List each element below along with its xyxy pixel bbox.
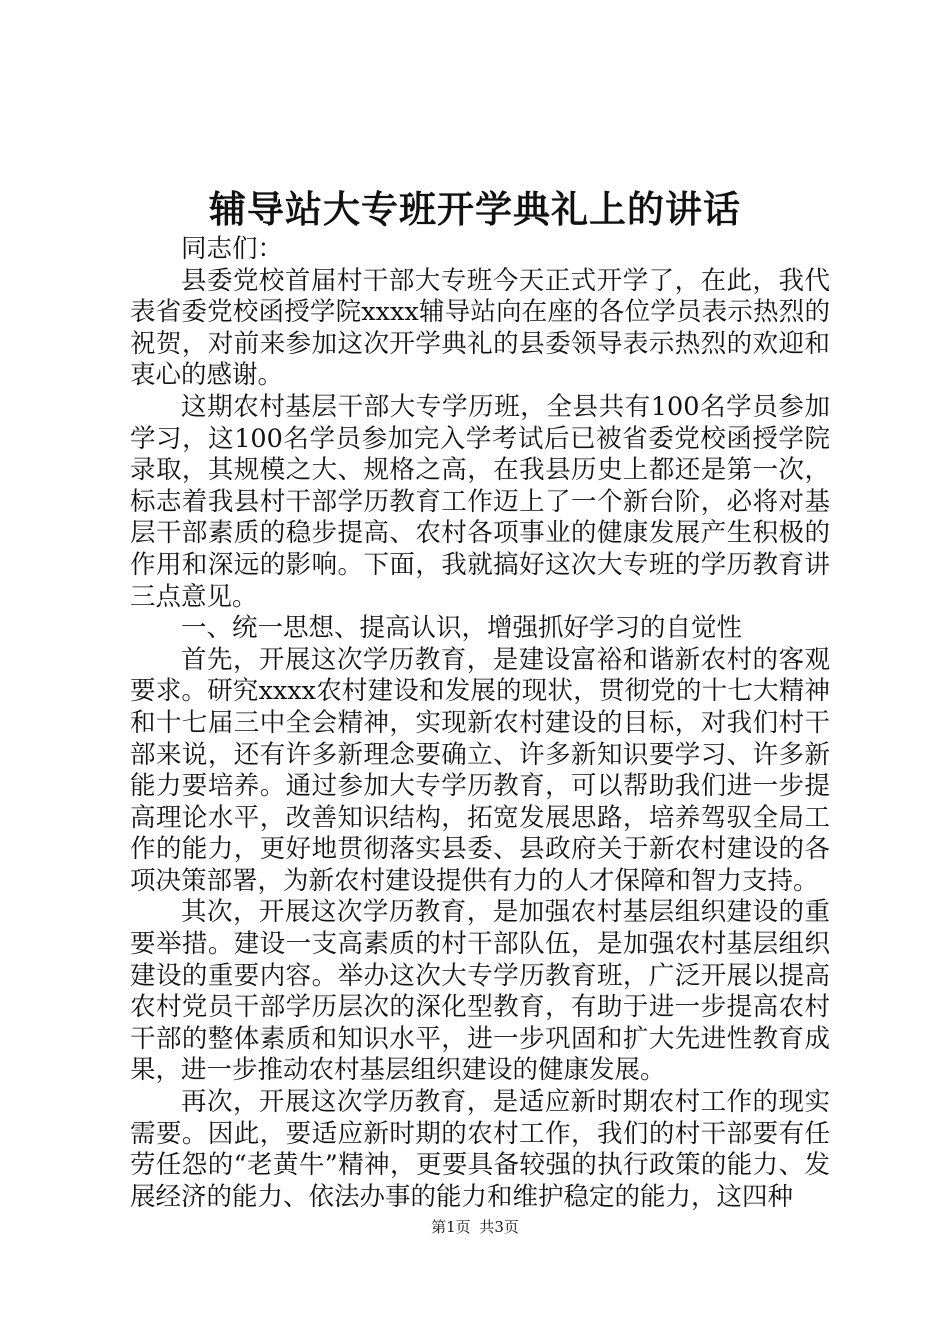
- paragraph: 其次，开展这次学历教育，是加强农村基层组织建设的重要举措。建设一支高素质的村干部队伍，是加强农村基层组织建设的重要内容。举办这次大专学历教育班，广泛开展以提高农村党员干部学历层次的深化型教育，有助于进一步提高农村干部的整体素质和知识水平，进一步巩固和扩大先进性教育成果，进一步推动农村基层组织建设的健康发展。: [130, 897, 830, 1086]
- page-footer: [0, 1216, 950, 1238]
- paragraph: 县委党校首届村干部大专班今天正式开学了，在此，我代表省委党校函授学院xxxx辅导站向在座的各位学员表示热烈的祝贺，对前来参加这次开学典礼的县委领导表示热烈的欢迎和衷心的感谢。: [130, 265, 830, 391]
- page-total: 共3页: [479, 1218, 519, 1236]
- document-body: [130, 234, 830, 1213]
- paragraph: 再次，开展这次学历教育，是适应新时期农村工作的现实需要。因此，要适应新时期的农村工作，我们的村干部要有任劳任怨的“老黄牛”精神，更要具备较强的执行政策的能力、发展经济的能力、依法办事的能力和维护稳定的能力，这四种: [130, 1087, 830, 1212]
- section-heading: 一、统一思想、提高认识，增强抓好学习的自觉性: [181, 613, 743, 644]
- paragraph: 首先，开展这次学历教育，是建设富裕和谐新农村的客观要求。研究xxxx农村建设和发展的现状，贯彻党的十七大精神和十七届三中全会精神，实现新农村建设的目标，对我们村干部来说，还有许多新理念要确立、许多新知识要学习、许多新能力要培养。通过参加大专学历教育，可以帮助我们进一步提高理论水平，改善知识结构，拓宽发展思路，培养驾驭全局工作的能力，更好地贯彻落实县委、县政府关于新农村建设的各项决策部署，为新农村建设提供有力的人才保障和智力支持。: [130, 644, 830, 896]
- page-number: 第1页: [431, 1218, 471, 1236]
- paragraph-salutation: 同志们：: [181, 234, 284, 264]
- paragraph: 这期农村基层干部大专学历班，全县共有100名学员参加学习，这100名学员参加完入学考试后已被省委党校函授学院录取，其规模之大、规格之高，在我县历史上都还是第一次，标志着我县村干部学历教育工作迈上了一个新台阶，必将对基层干部素质的稳步提高、农村各项事业的健康发展产生积极的作用和深远的影响。下面，我就搞好这次大专班的学历教育讲三点意见。: [130, 391, 830, 612]
- document-title: 辅导站大专班开学典礼上的讲话: [209, 187, 741, 231]
